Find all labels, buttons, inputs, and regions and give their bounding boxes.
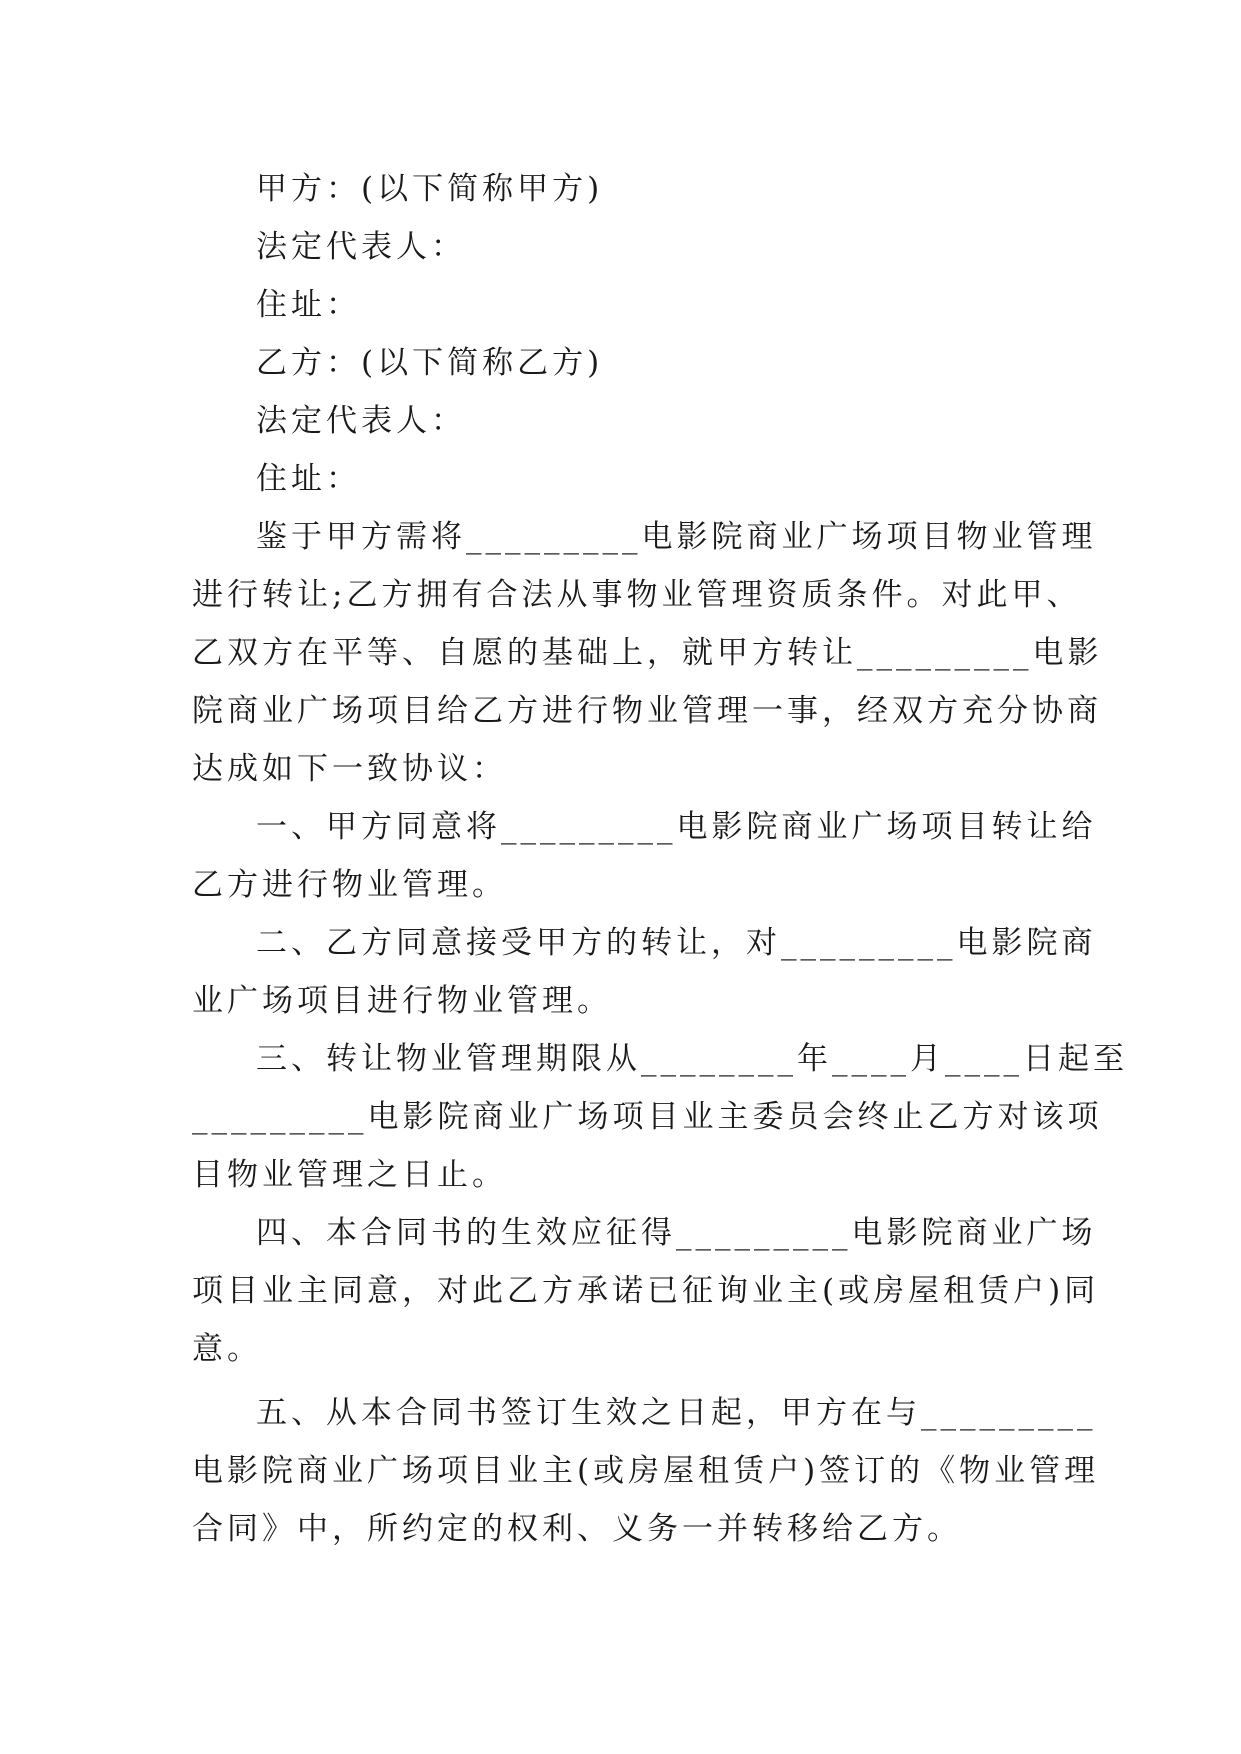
preamble-line: 进行转让;乙方拥有合法从事物业管理资质条件。对此甲、 <box>192 577 1082 613</box>
party-b-line: 乙方：(以下简称乙方) <box>256 345 604 381</box>
preamble-line: 院商业广场项目给乙方进行物业管理一事，经双方充分协商 <box>192 693 1102 729</box>
clause-line: 电影院商业广场项目业主(或房屋租赁户)签订的《物业管理 <box>192 1453 1100 1489</box>
clause-3-paragraph <box>192 1030 1128 1204</box>
clause-line: 项目业主同意，对此乙方承诺已征询业主(或房屋租赁户)同 <box>192 1273 1100 1309</box>
clause-line: 四、本合同书的生效应征得_________电影院商业广场 <box>256 1215 1097 1251</box>
party-a-representative-line: 法定代表人： <box>256 229 466 265</box>
clause-line: 意。 <box>192 1331 262 1367</box>
preamble-line: 乙双方在平等、自愿的基础上，就甲方转让_________电影 <box>192 635 1103 671</box>
preamble-line: 达成如下一致协议： <box>192 751 507 787</box>
party-b-representative-line: 法定代表人： <box>256 403 466 439</box>
clause-2-paragraph <box>192 914 1097 1030</box>
clause-line: 目物业管理之日止。 <box>192 1157 507 1193</box>
clause-line: 乙方进行物业管理。 <box>192 867 507 903</box>
clause-line: _________电影院商业广场项目业主委员会终止乙方对该项 <box>192 1099 1103 1135</box>
preamble-line: 鉴于甲方需将_________电影院商业广场项目物业管理 <box>256 519 1097 555</box>
party-a-address-line: 住址： <box>256 287 361 323</box>
clause-5-paragraph <box>192 1384 1100 1558</box>
clause-1-paragraph <box>192 798 1097 914</box>
clause-line: 业广场项目进行物业管理。 <box>192 983 612 1019</box>
contract-body <box>192 160 1128 1558</box>
clause-line: 一、甲方同意将_________电影院商业广场项目转让给 <box>256 809 1097 845</box>
clause-line: 二、乙方同意接受甲方的转让，对_________电影院商 <box>256 925 1097 961</box>
clause-line: 五、从本合同书签订生效之日起，甲方在与_________ <box>256 1395 1097 1431</box>
clause-4-paragraph <box>192 1204 1100 1378</box>
party-a-line: 甲方：(以下简称甲方) <box>256 171 604 207</box>
party-b-address-line: 住址： <box>256 461 361 497</box>
clause-line: 三、转让物业管理期限从________年____月____日起至 <box>256 1041 1128 1077</box>
clause-line: 合同》中，所约定的权利、义务一并转移给乙方。 <box>192 1511 962 1547</box>
preamble-paragraph <box>192 508 1103 798</box>
